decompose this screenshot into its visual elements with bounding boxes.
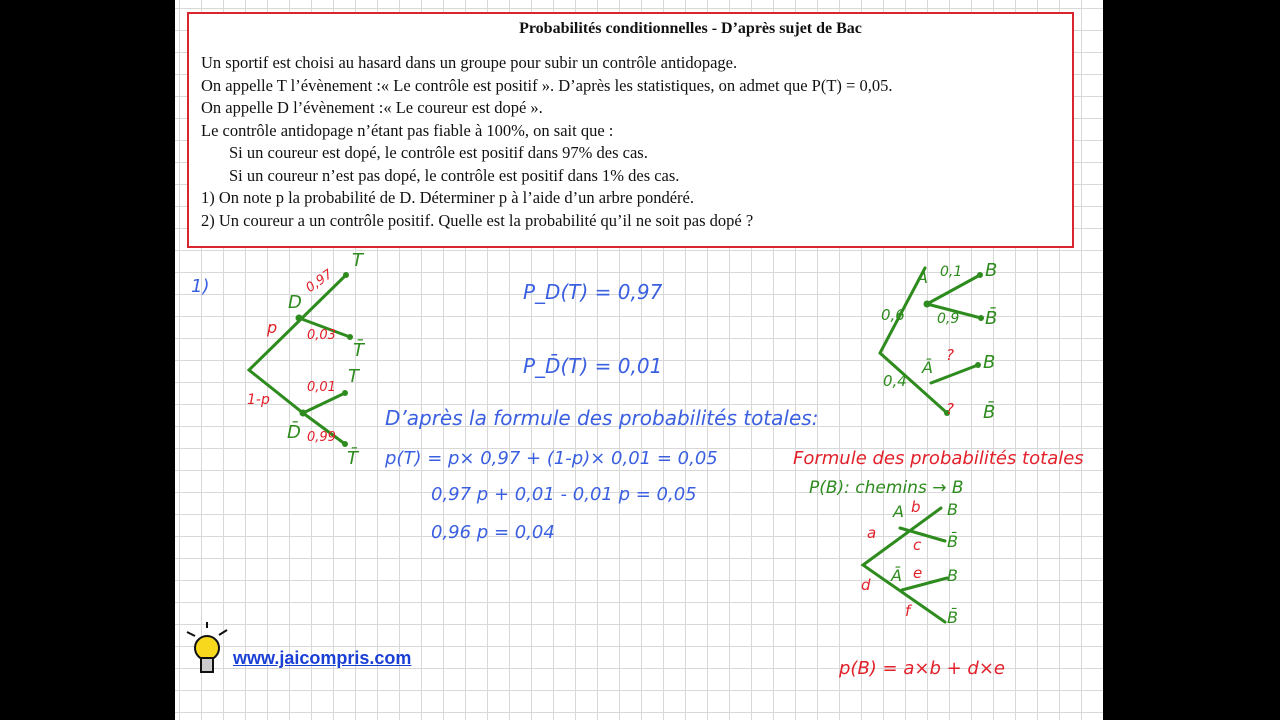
problem-line: Un sportif est choisi au hasard dans un groupe pour subir un contrôle antidopage. bbox=[201, 53, 738, 72]
tree1-label-t: T bbox=[352, 250, 363, 271]
question-number: 1) bbox=[191, 276, 210, 297]
tree3-label: B bbox=[947, 500, 958, 519]
tree3-weight: c bbox=[913, 536, 922, 554]
tree3-label: Ā bbox=[891, 566, 902, 585]
tree3-label: B̄ bbox=[947, 608, 958, 627]
tree2-label-b: B bbox=[985, 260, 998, 281]
total-prob-title: Formule des probabilités totales bbox=[793, 448, 1084, 469]
pb-paths: P(B): chemins → B bbox=[809, 478, 964, 498]
conditional-prob-pdbar: P_D̄(T) = 0,01 bbox=[523, 354, 663, 378]
tree3-label: B̄ bbox=[947, 532, 958, 551]
problem-line: 1) On note p la probabilité de D. Déterminer p à l’aide d’un arbre pondéré. bbox=[201, 188, 694, 207]
problem-line: Si un coureur n’est pas dopé, le contrôle est positif dans 1% des cas. bbox=[229, 165, 680, 185]
tree2-weight: 0,1 bbox=[940, 264, 963, 280]
tree1-label-t2: T bbox=[348, 366, 359, 387]
conditional-prob-pd: P_D(T) = 0,97 bbox=[523, 280, 663, 304]
tree2-label-bbar2: B̄ bbox=[983, 402, 996, 423]
problem-line: On appelle T l’évènement :« Le contrôle est positif ». D’après les statistiques, on admet que P(T) = 0,05. bbox=[201, 75, 893, 95]
tree3-weight: d bbox=[861, 576, 871, 594]
tree1-weight: 0,99 bbox=[307, 430, 336, 445]
tree2-unknown: ? bbox=[946, 400, 954, 418]
formula-intro: D’après la formule des probabilités totales: bbox=[385, 406, 819, 430]
tree1-label-d: D bbox=[288, 292, 302, 313]
equation-3: 0,96 p = 0,04 bbox=[431, 522, 555, 543]
tree3-weight: e bbox=[913, 564, 923, 582]
lightbulb-icon bbox=[183, 620, 233, 684]
problem-line: On appelle D l’évènement :« Le coureur est dopé ». bbox=[201, 98, 543, 117]
tree1-label-tbar2: T̄ bbox=[347, 448, 358, 469]
tree3-label: B bbox=[947, 566, 958, 585]
tree3-weight: a bbox=[867, 524, 877, 542]
problem-line: 2) Un coureur a un contrôle positif. Quelle est la probabilité qu’il ne soit pas dopé ? bbox=[201, 210, 754, 230]
tree1-label-dbar: D̄ bbox=[287, 422, 301, 443]
tree1-weight: 0,97 bbox=[303, 267, 336, 296]
pb-result: p(B) = a×b + d×e bbox=[839, 658, 1005, 679]
tree3-weight: f bbox=[905, 602, 911, 620]
tree2-label-b2: B bbox=[983, 352, 996, 373]
problem-title: Probabilités conditionnelles - D’après sujet de Bac bbox=[519, 20, 862, 37]
tree2-weight: 0,9 bbox=[937, 311, 960, 327]
tree2-branch bbox=[931, 365, 978, 383]
tree2-unknown: ? bbox=[946, 346, 954, 364]
website-link[interactable]: www.jaicompris.com bbox=[233, 648, 412, 668]
tree1-branch bbox=[303, 393, 345, 413]
tree2-weight: 0,4 bbox=[883, 372, 907, 390]
tree2-label-abar: Ā bbox=[922, 358, 933, 377]
tree2-weight: 0,6 bbox=[881, 306, 905, 324]
tree1-weight: 0,01 bbox=[307, 380, 336, 395]
grid-paper bbox=[175, 0, 1103, 720]
tree1-weight: 0,03 bbox=[307, 328, 336, 343]
problem-line: Le contrôle antidopage n’étant pas fiable à 100%, on sait que : bbox=[201, 120, 614, 140]
equation-1: p(T) = p× 0,97 + (1-p)× 0,01 = 0,05 bbox=[385, 448, 718, 469]
tree1-weight: p bbox=[267, 318, 278, 337]
tree3-label: A bbox=[893, 502, 904, 521]
tree3-weight: b bbox=[911, 498, 921, 516]
equation-2: 0,97 p + 0,01 - 0,01 p = 0,05 bbox=[431, 484, 697, 505]
tree2-label-a: A bbox=[917, 268, 928, 287]
tree1-weight: 1-p bbox=[247, 392, 270, 408]
tree3-branch bbox=[902, 578, 947, 590]
tree2-branch bbox=[880, 268, 947, 413]
problem-line: Si un coureur est dopé, le contrôle est positif dans 97% des cas. bbox=[229, 143, 648, 162]
tree2-label-bbar: B̄ bbox=[985, 308, 998, 329]
tree1-label-tbar: T̄ bbox=[353, 340, 364, 361]
